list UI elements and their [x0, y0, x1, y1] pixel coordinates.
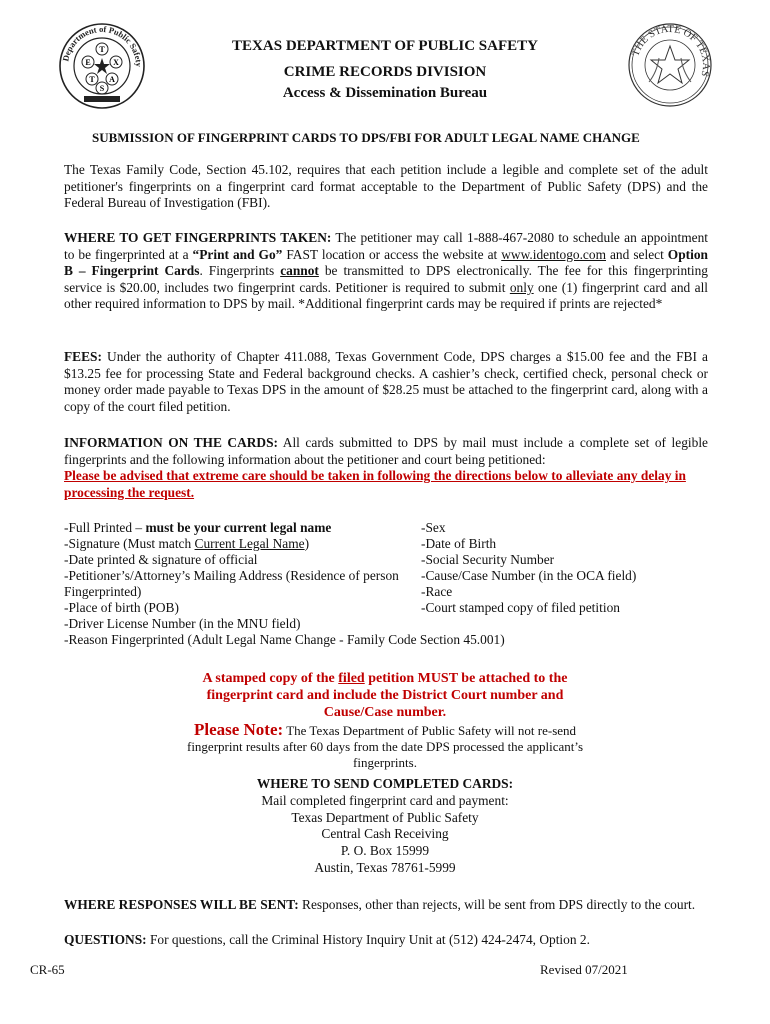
texas-seal-ring-text: THE STATE OF TEXAS: [630, 23, 712, 78]
mailing-line: Central Cash Receiving: [321, 826, 449, 842]
dps-seal-ring-text: Department of Public Safety: [60, 23, 145, 68]
information-paragraph: INFORMATION ON THE CARDS: All cards submitted to DPS by mail must include a complete set of legible fingerprints and the following information about the petitioner and court being petitioned: Please be advised that extreme care should be taken in following the directions below to alleviate any delay in processing the request.: [64, 435, 708, 500]
list-item: -Date printed & signature of official: [64, 552, 258, 567]
red-warning: Please be advised that extreme care should be taken in following the directions below to alleviate any delay in processing the request.: [64, 468, 686, 500]
list-item: -Court stamped copy of filed petition: [421, 600, 620, 615]
questions-paragraph: QUESTIONS: For questions, call the Criminal History Inquiry Unit at (512) 424-2474, Option 2.: [64, 932, 590, 947]
list-item: -Petitioner’s/Attorney’s Mailing Address (Residence of person Fingerprinted): [64, 568, 399, 599]
revision-date: Revised 07/2021: [540, 962, 628, 977]
form-number: CR-65: [30, 962, 65, 977]
fees-heading: FEES:: [64, 349, 102, 364]
where-to-send-heading: WHERE TO SEND COMPLETED CARDS:: [256, 776, 514, 791]
mailing-line: Austin, Texas 78761-5999: [314, 859, 456, 875]
mailing-line: Mail completed fingerprint card and payment:: [261, 792, 509, 808]
identogo-link[interactable]: www.identogo.com: [501, 246, 606, 262]
seal-letter-s: S: [99, 84, 105, 93]
list-item: -Signature (Must match Current Legal Name): [64, 536, 310, 551]
please-note-label: Please Note:: [193, 720, 284, 739]
division-name: CRIME RECORDS DIVISION: [283, 64, 487, 80]
information-heading: INFORMATION ON THE CARDS:: [64, 435, 278, 450]
left-requirements-list: [64, 520, 404, 616]
where-to-send: [0, 776, 770, 877]
list-item: -Driver License Number (in the MNU field): [64, 616, 301, 631]
document-title: SUBMISSION OF FINGERPRINT CARDS TO DPS/FBI FOR ADULT LEGAL NAME CHANGE: [92, 130, 640, 145]
seal-letter-e: E: [85, 58, 91, 67]
seal-letter-x: X: [113, 58, 119, 67]
where-to-get-fingerprints: WHERE TO GET FINGERPRINTS TAKEN: The petitioner may call 1-888-467-2080 to schedule an appointment to be fingerprinted at a “Print and Go” FAST location or access the website at www.identogo.com and select Option B – Fingerprint Cards. Fingerprints cannot be transmitted to DPS electronically. The fee for this fingerprinting service is $20.00, includes two fingerprint cards. Petitioner is required to submit only one (1) fingerprint card and all other required information to DPS by mail. *Additional fingerprint cards may be required if prints are rejected*: [64, 230, 709, 312]
list-item: -Reason Fingerprinted (Adult Legal Name Change - Family Code Section 45.001): [64, 632, 505, 647]
list-item: -Social Security Number: [421, 552, 555, 567]
where-heading: WHERE TO GET FINGERPRINTS TAKEN:: [64, 230, 332, 245]
mailing-line: Texas Department of Public Safety: [291, 809, 479, 825]
please-note: Please Note: The Texas Department of Public Safety will not re-send fingerprint results after 60 days from the date DPS processed the applicant’s fingerprints.: [186, 720, 584, 770]
responses-paragraph: WHERE RESPONSES WILL BE SENT: Responses, other than rejects, will be sent from DPS directly to the court.: [64, 897, 696, 912]
seal-letter-t2: T: [89, 75, 95, 84]
bureau-name: Access & Dissemination Bureau: [282, 85, 488, 101]
list-item: -Place of birth (POB): [64, 600, 179, 615]
list-item: -Cause/Case Number (in the OCA field): [421, 568, 637, 583]
stamped-copy-notice: A stamped copy of the filed petition MUST be attached to the fingerprint card and include the District Court number and Cause/Case number.: [202, 671, 568, 720]
list-item: -Race: [421, 584, 453, 599]
mailing-line: P. O. Box 15999: [340, 843, 430, 859]
right-requirements-list: [421, 520, 711, 616]
list-item: -Sex: [421, 520, 446, 535]
fees-paragraph: FEES: Under the authority of Chapter 411.088, Texas Government Code, DPS charges a $15.00 fee and the FBI a $13.25 fee for processing State and Federal background checks. A cashier’s check, certified check, personal check or money order made payable to Texas DPS in the amount of $28.25 must be attached to the fingerprint card, along with a copy of the court filed petition.: [64, 349, 708, 414]
seal-letter-a: A: [109, 75, 115, 84]
seal-letter-t: T: [99, 45, 105, 54]
list-item: -Date of Birth: [421, 536, 497, 551]
agency-name: TEXAS DEPARTMENT OF PUBLIC SAFETY: [232, 38, 538, 54]
intro-paragraph: The Texas Family Code, Section 45.102, requires that each petition include a legible and complete set of the adult petitioner's fingerprints on a fingerprint card format acceptable to the Department of Public Safety (DPS) and the Federal Bureau of Investigation (FBI).: [64, 162, 708, 211]
list-item: -Full Printed – must be your current legal name: [64, 520, 332, 535]
